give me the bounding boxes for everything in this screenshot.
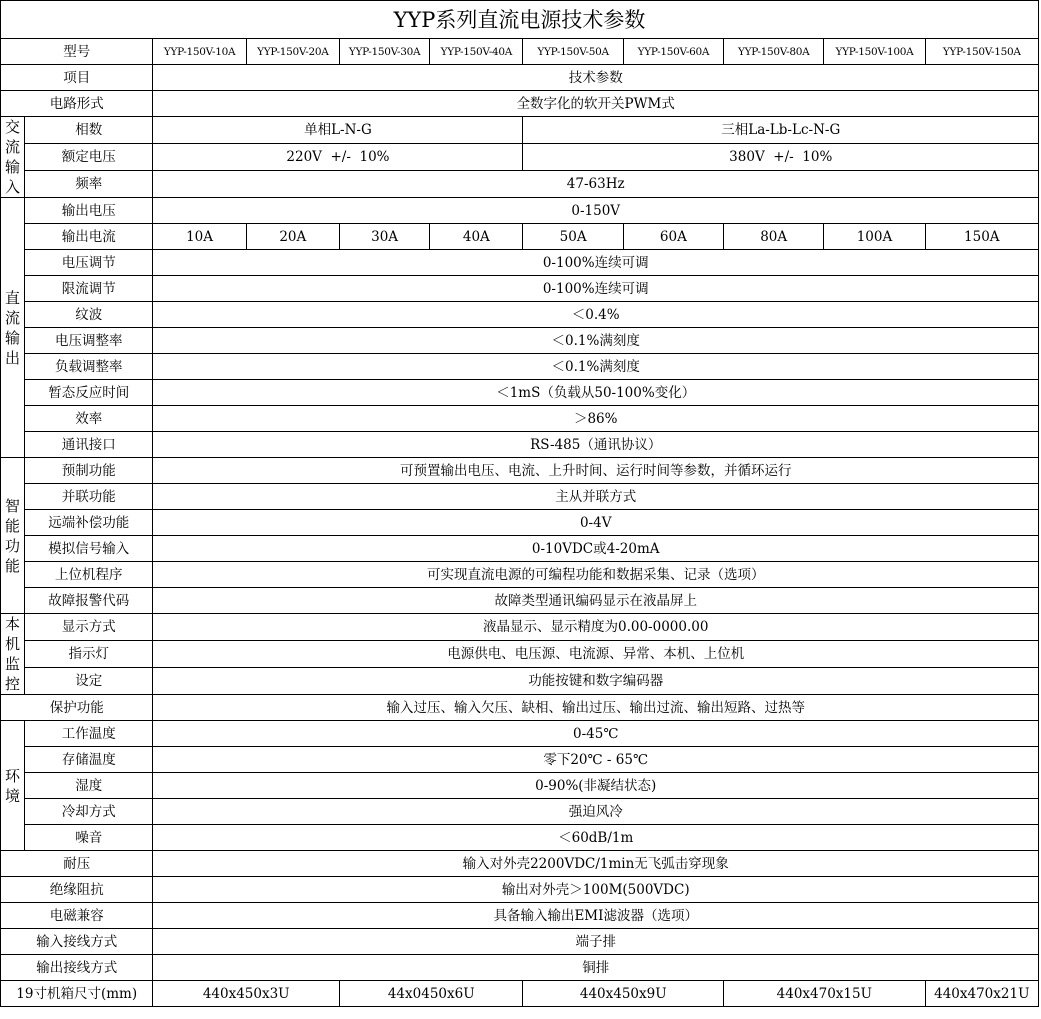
chassis-cell: 440x450x3U [153, 981, 340, 1007]
row-value: 0-10VDC或4-20mA [153, 536, 1039, 562]
row-label: 纹波 [25, 302, 153, 328]
table-row [1, 695, 1039, 721]
table-row [1, 903, 1039, 929]
row-label: 保护功能 [1, 695, 153, 721]
table-row [1, 536, 1039, 562]
row-value: 零下20℃ - 65℃ [153, 747, 1039, 773]
row-label: 额定电压 [25, 144, 153, 171]
row-value: 主从并联方式 [153, 484, 1039, 510]
table-row [1, 276, 1039, 302]
row-label: 输出电压 [25, 198, 153, 224]
row-label: 指示灯 [25, 641, 153, 668]
model-cell: YYP-150V-30A [339, 39, 429, 65]
row-label: 效率 [25, 406, 153, 432]
row-value: ＜60dB/1m [153, 825, 1039, 851]
row-value: 输入对外壳2200VDC/1min无飞弧击穿现象 [153, 851, 1039, 877]
row-value: 0-150V [153, 198, 1039, 224]
model-cell: YYP-150V-40A [430, 39, 523, 65]
table-row [1, 117, 1039, 144]
row-value: 380V +/- 10% [523, 144, 1039, 171]
row-value: 单相L-N-G [153, 117, 523, 144]
row-value: 故障类型通讯编码显示在液晶屏上 [153, 588, 1039, 614]
row-label: 暂态反应时间 [25, 380, 153, 406]
chassis-cell: 440x470x15U [724, 981, 926, 1007]
row-label: 相数 [25, 117, 153, 144]
row-value: 220V +/- 10% [153, 144, 523, 171]
current-cell: 30A [339, 224, 429, 250]
row-label: 19寸机箱尺寸(mm) [1, 981, 153, 1007]
row-value: ＜0.4% [153, 302, 1039, 328]
row-value: 电源供电、电压源、电流源、异常、本机、上位机 [153, 641, 1039, 668]
row-value: 0-45℃ [153, 721, 1039, 747]
row-label: 耐压 [1, 851, 153, 877]
row-label: 噪音 [25, 825, 153, 851]
table-row [1, 380, 1039, 406]
table-row [1, 825, 1039, 851]
chassis-row [1, 981, 1039, 1007]
current-cell: 60A [623, 224, 723, 250]
group-label-dc-output: 直 流 输 出 [1, 198, 25, 458]
row-label: 输入接线方式 [1, 929, 153, 955]
row-value: 可实现直流电源的可编程功能和数据采集、记录（选项） [153, 562, 1039, 588]
row-value: ＜0.1%满刻度 [153, 354, 1039, 380]
row-label: 电路形式 [1, 91, 153, 117]
chassis-cell: 440x450x9U [523, 981, 724, 1007]
row-label: 输出电流 [25, 224, 153, 250]
current-cell: 80A [724, 224, 824, 250]
row-value: ＞86% [153, 406, 1039, 432]
table-row [1, 484, 1039, 510]
group-label-environment: 环 境 [1, 721, 25, 851]
row-label: 冷却方式 [25, 799, 153, 825]
table-row [1, 955, 1039, 981]
model-cell: YYP-150V-60A [623, 39, 723, 65]
model-cell: YYP-150V-150A [925, 39, 1038, 65]
row-label: 存储温度 [25, 747, 153, 773]
row-label: 上位机程序 [25, 562, 153, 588]
table-row [1, 851, 1039, 877]
row-value: 功能按键和数字编码器 [153, 668, 1039, 695]
table-row [1, 799, 1039, 825]
item-label: 项目 [1, 65, 153, 91]
row-label: 显示方式 [25, 614, 153, 641]
table-row [1, 250, 1039, 276]
current-cell: 10A [153, 224, 246, 250]
table-row [1, 354, 1039, 380]
row-label: 湿度 [25, 773, 153, 799]
current-cell: 20A [246, 224, 339, 250]
table-row [1, 458, 1039, 484]
row-label: 并联功能 [25, 484, 153, 510]
group-label-ac-input: 交 流 输 入 [1, 117, 25, 198]
row-label: 频率 [25, 171, 153, 198]
model-cell: YYP-150V-10A [153, 39, 246, 65]
current-cell: 100A [824, 224, 925, 250]
table-row [1, 562, 1039, 588]
row-label: 设定 [25, 668, 153, 695]
group-label-smart: 智 能 功 能 [1, 458, 25, 614]
table-row [1, 91, 1039, 117]
table-title: YYP系列直流电源技术参数 [1, 1, 1039, 39]
row-value: 端子排 [153, 929, 1039, 955]
row-value: 0-100%连续可调 [153, 250, 1039, 276]
row-value: 0-100%连续可调 [153, 276, 1039, 302]
table-row [1, 747, 1039, 773]
current-cell: 50A [523, 224, 623, 250]
row-value: RS-485（通讯协议） [153, 432, 1039, 458]
table-row [1, 641, 1039, 668]
table-row [1, 432, 1039, 458]
row-label: 工作温度 [25, 721, 153, 747]
model-label: 型号 [1, 39, 153, 65]
table-row [1, 198, 1039, 224]
row-value: 全数字化的软开关PWM式 [153, 91, 1039, 117]
row-label: 电压调整率 [25, 328, 153, 354]
model-cell: YYP-150V-50A [523, 39, 623, 65]
table-row [1, 406, 1039, 432]
group-label-monitor: 本 机 监 控 [1, 614, 25, 695]
row-label: 通讯接口 [25, 432, 153, 458]
row-label: 限流调节 [25, 276, 153, 302]
row-label: 绝缘阻抗 [1, 877, 153, 903]
row-label: 远端补偿功能 [25, 510, 153, 536]
row-label: 故障报警代码 [25, 588, 153, 614]
row-label: 负载调整率 [25, 354, 153, 380]
table-row [1, 302, 1039, 328]
model-cell: YYP-150V-20A [246, 39, 339, 65]
table-row [1, 65, 1039, 91]
current-cell: 40A [430, 224, 523, 250]
table-row [1, 510, 1039, 536]
model-cell: YYP-150V-100A [824, 39, 925, 65]
table-row [1, 144, 1039, 171]
row-label: 电压调节 [25, 250, 153, 276]
table-row [1, 328, 1039, 354]
model-row [1, 39, 1039, 65]
row-value: ＜0.1%满刻度 [153, 328, 1039, 354]
row-label: 输出接线方式 [1, 955, 153, 981]
row-label: 电磁兼容 [1, 903, 153, 929]
row-value: ＜1mS（负载从50-100%变化） [153, 380, 1039, 406]
table-row [1, 877, 1039, 903]
row-label: 模拟信号输入 [25, 536, 153, 562]
chassis-cell: 44x0450x6U [339, 981, 523, 1007]
item-value: 技术参数 [153, 65, 1039, 91]
row-value: 可预置输出电压、电流、上升时间、运行时间等参数，并循环运行 [153, 458, 1039, 484]
table-row [1, 614, 1039, 641]
row-value: 输入过压、输入欠压、缺相、输出过压、输出过流、输出短路、过热等 [153, 695, 1039, 721]
table-row [1, 929, 1039, 955]
table-row [1, 773, 1039, 799]
table-row [1, 171, 1039, 198]
row-value: 输出对外壳＞100M(500VDC) [153, 877, 1039, 903]
chassis-cell: 440x470x21U [925, 981, 1038, 1007]
table-row [1, 668, 1039, 695]
row-value: 0-4V [153, 510, 1039, 536]
row-value: 三相La-Lb-Lc-N-G [523, 117, 1039, 144]
row-value: 47-63Hz [153, 171, 1039, 198]
row-label: 预制功能 [25, 458, 153, 484]
model-cell: YYP-150V-80A [724, 39, 824, 65]
table-row [1, 721, 1039, 747]
table-row [1, 588, 1039, 614]
row-value: 0-90%(非凝结状态) [153, 773, 1039, 799]
current-row [1, 224, 1039, 250]
current-cell: 150A [925, 224, 1038, 250]
row-value: 强迫风冷 [153, 799, 1039, 825]
row-value: 具备输入输出EMI滤波器（选项） [153, 903, 1039, 929]
row-value: 铜排 [153, 955, 1039, 981]
row-value: 液晶显示、显示精度为0.00-0000.00 [153, 614, 1039, 641]
